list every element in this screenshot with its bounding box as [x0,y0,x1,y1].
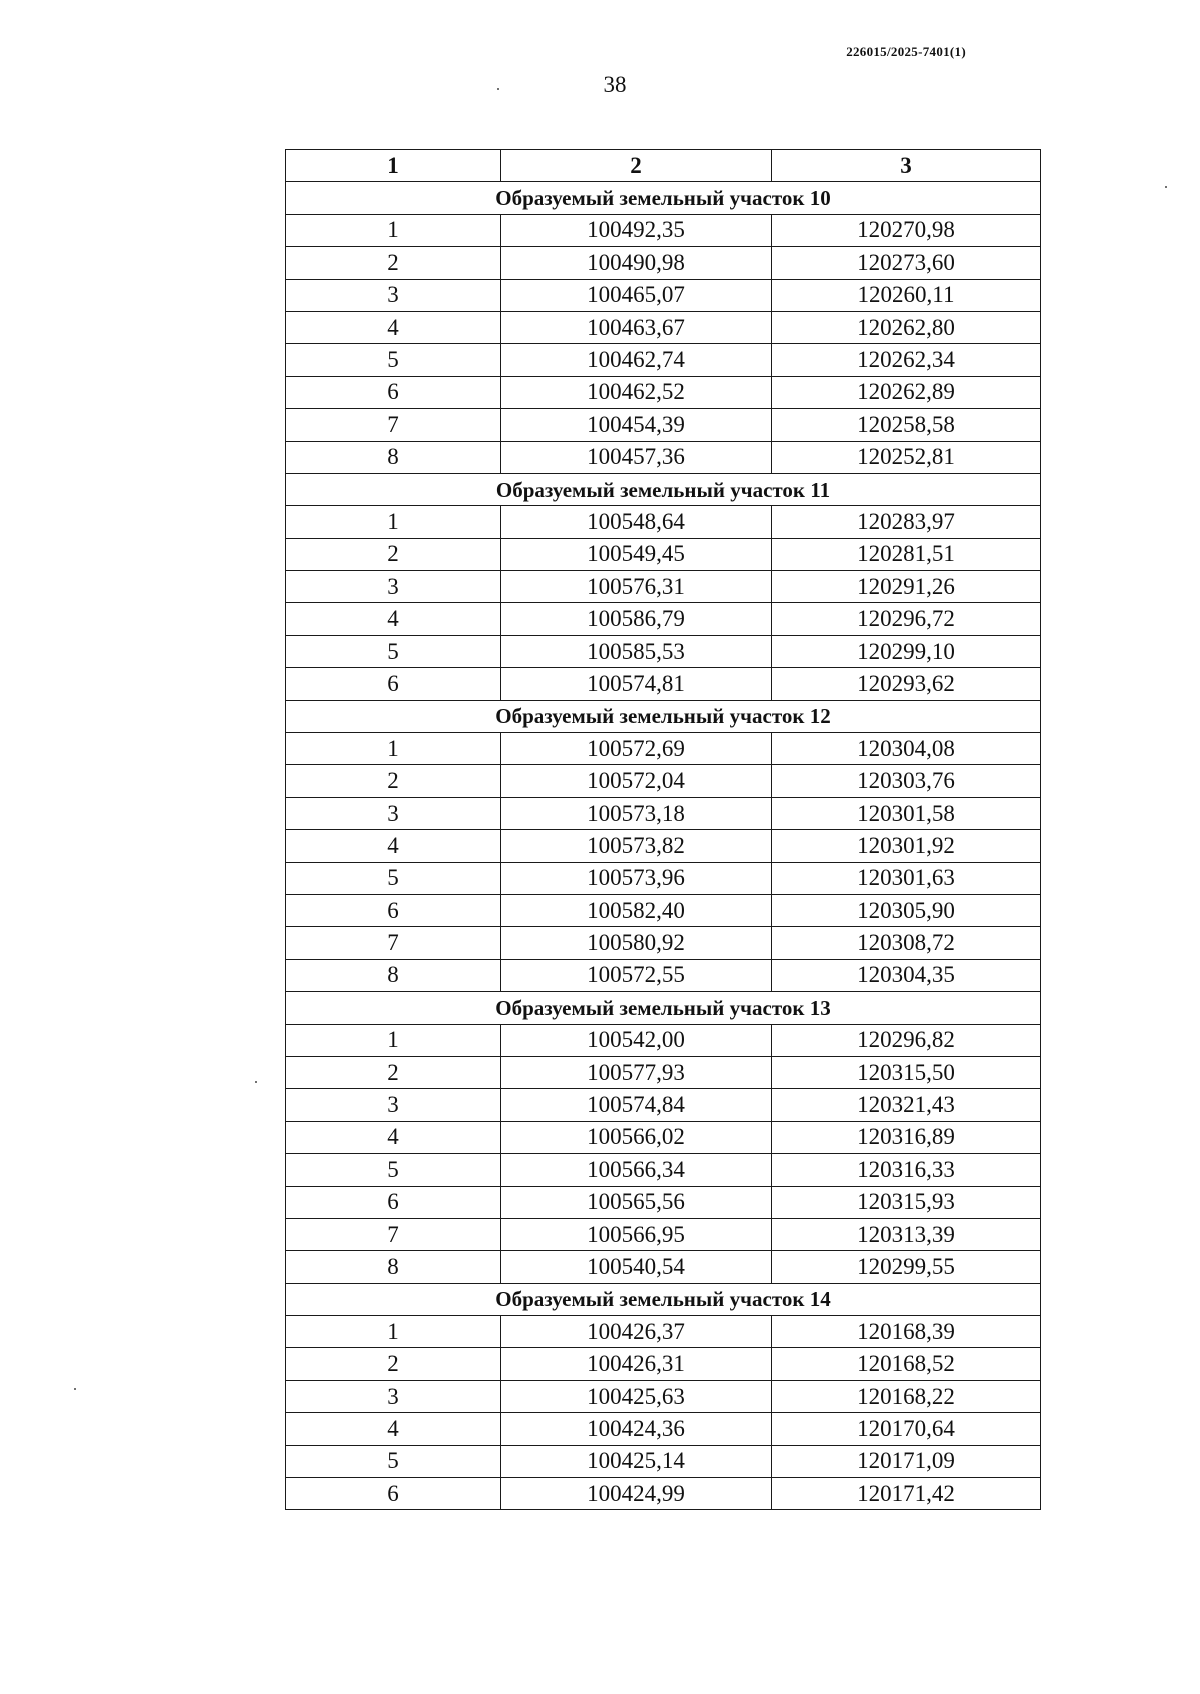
x-coordinate-cell: 100426,31 [501,1348,772,1380]
x-coordinate-cell: 100542,00 [501,1024,772,1056]
x-coordinate-cell: 100572,69 [501,733,772,765]
section-title: Образуемый земельный участок 12 [286,700,1041,732]
y-coordinate-cell: 120273,60 [772,247,1041,279]
scan-speck [74,1388,76,1390]
y-coordinate-cell: 120308,72 [772,927,1041,959]
x-coordinate-cell: 100424,36 [501,1413,772,1445]
table-row [286,376,1041,408]
section-title: Образуемый земельный участок 14 [286,1283,1041,1315]
point-number-cell: 5 [286,1445,501,1477]
x-coordinate-cell: 100462,74 [501,344,772,376]
x-coordinate-cell: 100540,54 [501,1251,772,1283]
y-coordinate-cell: 120270,98 [772,214,1041,246]
table-row [286,1348,1041,1380]
y-coordinate-cell: 120283,97 [772,506,1041,538]
x-coordinate-cell: 100586,79 [501,603,772,635]
point-number-cell: 5 [286,344,501,376]
point-number-cell: 5 [286,862,501,894]
y-coordinate-cell: 120171,09 [772,1445,1041,1477]
table-row [286,1218,1041,1250]
y-coordinate-cell: 120305,90 [772,894,1041,926]
point-number-cell: 3 [286,1380,501,1412]
x-coordinate-cell: 100572,04 [501,765,772,797]
point-number-cell: 6 [286,376,501,408]
x-coordinate-cell: 100566,34 [501,1154,772,1186]
point-number-cell: 3 [286,797,501,829]
y-coordinate-cell: 120291,26 [772,571,1041,603]
x-coordinate-cell: 100424,99 [501,1478,772,1510]
table-row [286,1089,1041,1121]
table-row [286,214,1041,246]
y-coordinate-cell: 120252,81 [772,441,1041,473]
y-coordinate-cell: 120301,92 [772,830,1041,862]
x-coordinate-cell: 100566,02 [501,1121,772,1153]
y-coordinate-cell: 120316,33 [772,1154,1041,1186]
point-number-cell: 4 [286,1121,501,1153]
x-coordinate-cell: 100582,40 [501,894,772,926]
x-coordinate-cell: 100574,81 [501,668,772,700]
x-coordinate-cell: 100580,92 [501,927,772,959]
coordinates-table [285,149,1041,1510]
section-title: Образуемый земельный участок 10 [286,182,1041,214]
table-row [286,1251,1041,1283]
x-coordinate-cell: 100585,53 [501,635,772,667]
y-coordinate-cell: 120299,10 [772,635,1041,667]
x-coordinate-cell: 100576,31 [501,571,772,603]
table-row [286,1413,1041,1445]
table-row [286,344,1041,376]
y-coordinate-cell: 120258,58 [772,409,1041,441]
table-row [286,1024,1041,1056]
table-row [286,927,1041,959]
y-coordinate-cell: 120299,55 [772,1251,1041,1283]
section-row [286,992,1041,1024]
x-coordinate-cell: 100565,56 [501,1186,772,1218]
table-row [286,1154,1041,1186]
point-number-cell: 4 [286,830,501,862]
table-row [286,1316,1041,1348]
y-coordinate-cell: 120168,22 [772,1380,1041,1412]
x-coordinate-cell: 100425,14 [501,1445,772,1477]
table-row [286,1056,1041,1088]
y-coordinate-cell: 120304,35 [772,959,1041,991]
column-header-y: 3 [772,150,1041,182]
point-number-cell: 8 [286,1251,501,1283]
section-row [286,1283,1041,1315]
table-row [286,1445,1041,1477]
point-number-cell: 2 [286,1348,501,1380]
point-number-cell: 2 [286,1056,501,1088]
table-row [286,409,1041,441]
table-row [286,1478,1041,1510]
point-number-cell: 4 [286,311,501,343]
x-coordinate-cell: 100454,39 [501,409,772,441]
y-coordinate-cell: 120168,52 [772,1348,1041,1380]
y-coordinate-cell: 120262,34 [772,344,1041,376]
table-row [286,894,1041,926]
table-row [286,635,1041,667]
x-coordinate-cell: 100577,93 [501,1056,772,1088]
point-number-cell: 4 [286,603,501,635]
y-coordinate-cell: 120315,93 [772,1186,1041,1218]
y-coordinate-cell: 120301,58 [772,797,1041,829]
table-row [286,1380,1041,1412]
section-title: Образуемый земельный участок 13 [286,992,1041,1024]
x-coordinate-cell: 100548,64 [501,506,772,538]
table-row [286,311,1041,343]
table-row [286,959,1041,991]
column-header-x: 2 [501,150,772,182]
column-number-row [286,150,1041,182]
y-coordinate-cell: 120321,43 [772,1089,1041,1121]
y-coordinate-cell: 120304,08 [772,733,1041,765]
point-number-cell: 3 [286,571,501,603]
point-number-cell: 1 [286,733,501,765]
point-number-cell: 7 [286,1218,501,1250]
y-coordinate-cell: 120313,39 [772,1218,1041,1250]
y-coordinate-cell: 120296,72 [772,603,1041,635]
y-coordinate-cell: 120260,11 [772,279,1041,311]
x-coordinate-cell: 100490,98 [501,247,772,279]
table-row [286,830,1041,862]
point-number-cell: 1 [286,506,501,538]
x-coordinate-cell: 100574,84 [501,1089,772,1121]
point-number-cell: 1 [286,1024,501,1056]
x-coordinate-cell: 100572,55 [501,959,772,991]
table-row [286,441,1041,473]
x-coordinate-cell: 100573,96 [501,862,772,894]
y-coordinate-cell: 120316,89 [772,1121,1041,1153]
section-row [286,182,1041,214]
section-row [286,700,1041,732]
x-coordinate-cell: 100463,67 [501,311,772,343]
point-number-cell: 1 [286,1316,501,1348]
x-coordinate-cell: 100549,45 [501,538,772,570]
table-row [286,797,1041,829]
scan-speck [255,1081,257,1083]
table-row [286,1121,1041,1153]
table-row [286,571,1041,603]
x-coordinate-cell: 100457,36 [501,441,772,473]
scan-speck [1165,186,1167,188]
x-coordinate-cell: 100465,07 [501,279,772,311]
x-coordinate-cell: 100462,52 [501,376,772,408]
y-coordinate-cell: 120262,80 [772,311,1041,343]
table-row [286,247,1041,279]
table-row [286,603,1041,635]
coordinates-table-body [286,150,1041,1510]
point-number-cell: 6 [286,1186,501,1218]
y-coordinate-cell: 120293,62 [772,668,1041,700]
y-coordinate-cell: 120315,50 [772,1056,1041,1088]
point-number-cell: 2 [286,538,501,570]
x-coordinate-cell: 100425,63 [501,1380,772,1412]
point-number-cell: 4 [286,1413,501,1445]
x-coordinate-cell: 100573,18 [501,797,772,829]
point-number-cell: 5 [286,635,501,667]
point-number-cell: 6 [286,668,501,700]
page-number: 38 [603,72,627,97]
table-row [286,765,1041,797]
section-row [286,473,1041,505]
x-coordinate-cell: 100492,35 [501,214,772,246]
y-coordinate-cell: 120170,64 [772,1413,1041,1445]
column-header-point: 1 [286,150,501,182]
y-coordinate-cell: 120171,42 [772,1478,1041,1510]
point-number-cell: 7 [286,409,501,441]
point-number-cell: 8 [286,959,501,991]
x-coordinate-cell: 100566,95 [501,1218,772,1250]
point-number-cell: 6 [286,1478,501,1510]
table-row [286,538,1041,570]
table-row [286,279,1041,311]
point-number-cell: 3 [286,1089,501,1121]
point-number-cell: 1 [286,214,501,246]
table-row [286,733,1041,765]
point-number-cell: 2 [286,247,501,279]
y-coordinate-cell: 120301,63 [772,862,1041,894]
point-number-cell: 7 [286,927,501,959]
table-row [286,668,1041,700]
table-row [286,506,1041,538]
point-number-cell: 3 [286,279,501,311]
x-coordinate-cell: 100573,82 [501,830,772,862]
table-row [286,862,1041,894]
point-number-cell: 8 [286,441,501,473]
y-coordinate-cell: 120281,51 [772,538,1041,570]
point-number-cell: 5 [286,1154,501,1186]
point-number-cell: 2 [286,765,501,797]
y-coordinate-cell: 120168,39 [772,1316,1041,1348]
x-coordinate-cell: 100426,37 [501,1316,772,1348]
y-coordinate-cell: 120303,76 [772,765,1041,797]
y-coordinate-cell: 120296,82 [772,1024,1041,1056]
y-coordinate-cell: 120262,89 [772,376,1041,408]
scan-speck [497,88,499,90]
section-title: Образуемый земельный участок 11 [286,473,1041,505]
point-number-cell: 6 [286,894,501,926]
document-registration-number: 226015/2025-7401(1) [846,44,966,59]
table-row [286,1186,1041,1218]
